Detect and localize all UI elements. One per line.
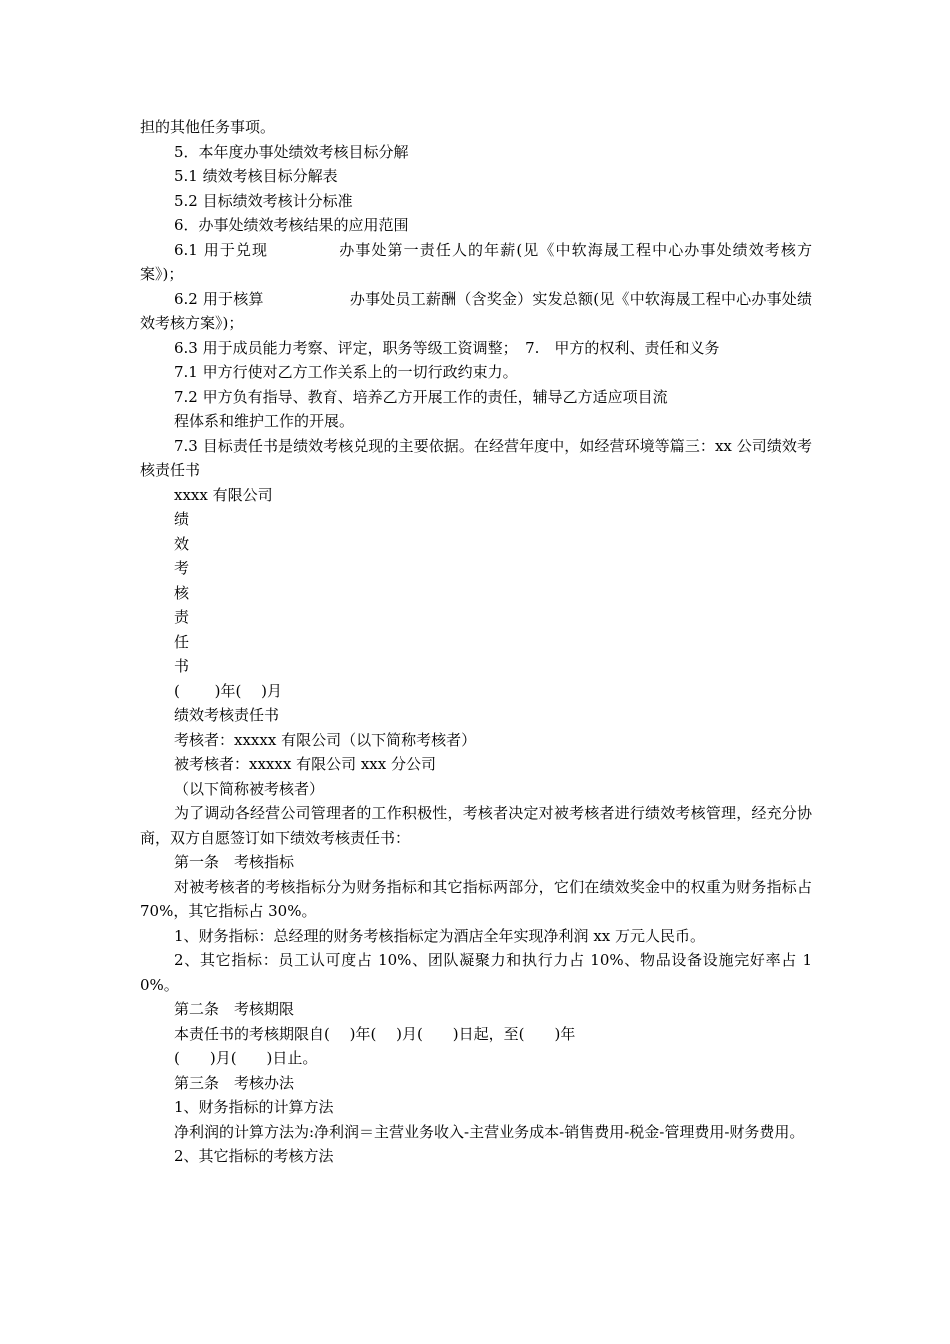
paragraph: 7.3 目标责任书是绩效考核兑现的主要依据。在经营年度中，如经营环境等篇三：xx 公司绩效考核责任书 <box>140 436 812 479</box>
document-title: 绩效考核责任书 <box>174 706 280 724</box>
paragraph: ( )月( )日止。 <box>174 1049 318 1067</box>
paragraph: 5.1 绩效考核目标分解表 <box>174 167 338 185</box>
paragraph: 1、财务指标：总经理的财务考核指标定为酒店全年实现净利润 xx 万元人民币。 <box>174 926 706 945</box>
company-name: xxxx 有限公司 <box>174 485 273 504</box>
article-heading: 第二条 考核期限 <box>174 1000 295 1018</box>
paragraph-part: 6.1 用于兑现 <box>174 240 269 259</box>
paragraph: 对被考核者的考核指标分为财务指标和其它指标两部分，它们在绩效奖金中的权重为财务指标占 70%，其它指标占 30%。 <box>140 877 812 920</box>
vertical-title-char: 考 <box>174 559 190 577</box>
paragraph-part: 办事处第一责任人的年薪(见《中软海晟工程中心办事处绩效考核方案》)； <box>140 240 813 283</box>
paragraph: 5.2 目标绩效考核计分标准 <box>174 191 353 210</box>
paragraph: 考核者：xxxxx 有限公司（以下简称考核者） <box>174 730 477 749</box>
article-heading: 第三条 考核办法 <box>174 1073 295 1092</box>
vertical-title-char: 绩 <box>174 510 190 528</box>
vertical-title-char: 核 <box>174 583 190 602</box>
paragraph: 2、其它指标的考核方法 <box>174 1147 334 1165</box>
paragraph: 净利润的计算方法为:净利润＝主营业务收入-主营业务成本-销售费用-税金-管理费用-财务费用。 <box>174 1122 805 1141</box>
paragraph: 被考核者：xxxxx 有限公司 xxx 分公司 <box>174 755 436 773</box>
section-heading: 6．办事处绩效考核结果的应用范围 <box>174 216 409 234</box>
vertical-title-char: 责 <box>174 608 190 626</box>
paragraph: 7.1 甲方行使对乙方工作关系上的一切行政约束力。 <box>174 363 518 381</box>
paragraph: 程体系和维护工作的开展。 <box>174 412 355 430</box>
paragraph <box>140 238 812 287</box>
document-body <box>140 115 812 1169</box>
paragraph: 1、财务指标的计算方法 <box>174 1098 334 1116</box>
section-heading: 5．本年度办事处绩效考核目标分解 <box>174 142 409 161</box>
paragraph-part: 6.2 用于核算 <box>174 289 264 308</box>
paragraph: 本责任书的考核期限自( )年( )月( )日起，至( )年 <box>174 1024 576 1043</box>
paragraph: （以下简称被考核者） <box>174 779 325 798</box>
paragraph: 7.2 甲方负有指导、教育、培养乙方开展工作的责任，辅导乙方适应项目流 <box>174 387 668 406</box>
date-line: ( )年( )月 <box>174 681 282 700</box>
vertical-title-char: 书 <box>174 657 190 675</box>
paragraph-part: 办事处员工薪酬（含奖金）实发总额(见《中软海晟工程中心办事处绩效考核方案》)； <box>140 289 812 332</box>
paragraph: 担的其他任务事项。 <box>140 118 276 136</box>
vertical-title-char: 效 <box>174 534 190 553</box>
paragraph <box>140 287 812 336</box>
paragraph: 为了调动各经营公司管理者的工作积极性，考核者决定对被考核者进行绩效考核管理，经充分协商，双方自愿签订如下绩效考核责任书： <box>140 804 812 847</box>
paragraph: 6.3 用于成员能力考察、评定，职务等级工资调整； 7. 甲方的权利、责任和义务 <box>174 338 720 357</box>
vertical-title-char: 任 <box>174 632 190 651</box>
article-heading: 第一条 考核指标 <box>174 853 295 871</box>
paragraph: 2、其它指标：员工认可度占 10%、团队凝聚力和执行力占 10%、物品设备设施完好率占 10%。 <box>140 951 812 994</box>
